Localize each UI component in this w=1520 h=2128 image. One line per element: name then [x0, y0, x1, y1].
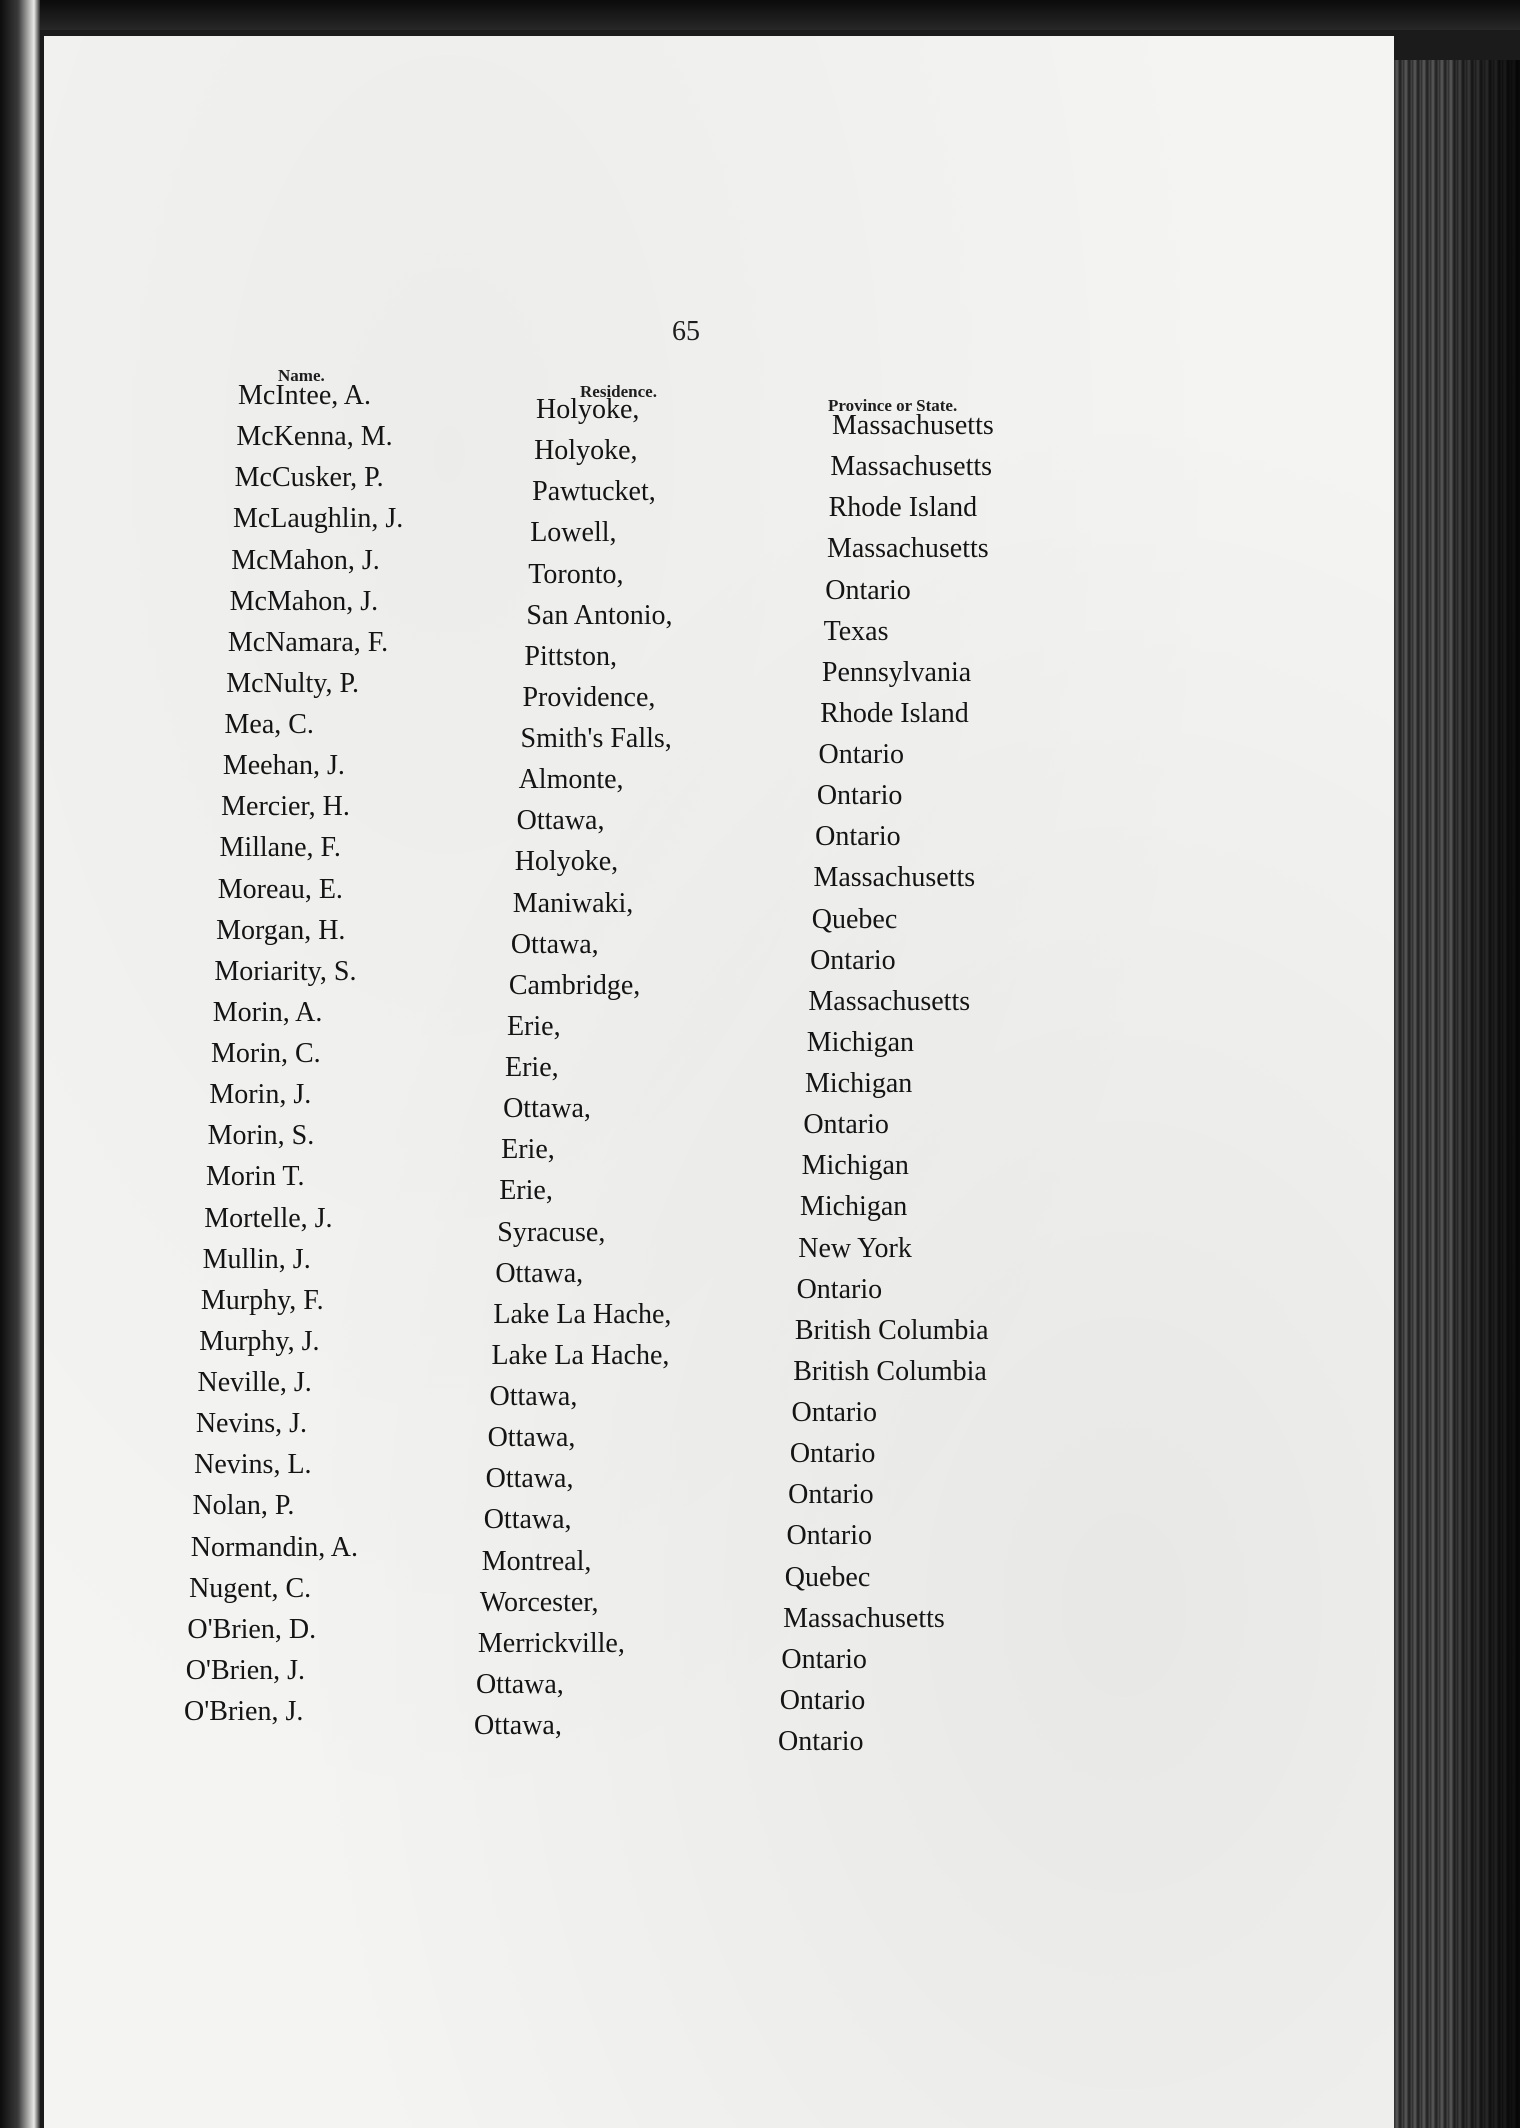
- cell-province: Rhode Island: [820, 697, 969, 729]
- cell-province: New York: [798, 1232, 912, 1264]
- cell-name: Nugent, C.: [189, 1572, 312, 1604]
- cell-name: Nevins, L.: [194, 1449, 312, 1481]
- cell-residence: Montreal,: [481, 1545, 592, 1577]
- cell-province: Ontario: [818, 739, 905, 770]
- cell-province: Massachusetts: [808, 985, 971, 1017]
- cell-residence: Erie,: [501, 1134, 555, 1166]
- cell-province: Ontario: [816, 780, 903, 812]
- cell-residence: Syracuse,: [497, 1216, 606, 1248]
- cell-name: McKenna, M.: [236, 421, 393, 453]
- cell-name: McLaughlin, J.: [232, 503, 404, 535]
- cell-province: Ontario: [789, 1438, 876, 1470]
- cell-name: McMahon, J.: [229, 585, 379, 617]
- page-number: 65: [672, 316, 700, 347]
- cell-province: Massachusetts: [830, 451, 993, 483]
- cell-residence: Ottawa,: [495, 1257, 584, 1289]
- cell-name: O'Brien, J.: [185, 1654, 306, 1686]
- cell-name: McNulty, P.: [226, 667, 359, 699]
- cell-name: Morin T.: [205, 1161, 305, 1193]
- cell-residence: Lowell,: [530, 517, 617, 549]
- column-header-residence: Residence.: [580, 382, 657, 401]
- cell-residence: Ottawa,: [483, 1504, 572, 1536]
- cell-name: Morgan, H.: [216, 914, 346, 946]
- cell-name: O'Brien, J.: [184, 1696, 304, 1727]
- book-fore-edge: [1394, 60, 1520, 2128]
- cell-residence: Cambridge,: [508, 969, 641, 1001]
- cell-residence: Providence,: [522, 681, 656, 713]
- cell-name: Mea, C.: [224, 709, 314, 740]
- cell-name: Millane, F.: [219, 832, 341, 864]
- scan-top-edge: [0, 0, 1520, 30]
- cell-province: Texas: [823, 615, 889, 647]
- cell-province: Michigan: [801, 1150, 909, 1182]
- cell-province: Ontario: [815, 821, 901, 853]
- cell-name: Mercier, H.: [221, 791, 350, 823]
- cell-residence: Pawtucket,: [532, 476, 656, 508]
- cell-name: Murphy, F.: [200, 1284, 324, 1316]
- cell-residence: Erie,: [499, 1175, 553, 1207]
- cell-name: Mortelle, J.: [204, 1202, 333, 1234]
- cell-province: Michigan: [799, 1191, 908, 1223]
- cell-residence: Holyoke,: [536, 394, 640, 425]
- cell-province: Quebec: [784, 1561, 871, 1593]
- cell-residence: Ottawa,: [489, 1381, 578, 1412]
- cell-province: Ontario: [779, 1684, 866, 1716]
- cell-residence: Worcester,: [479, 1586, 599, 1618]
- cell-province: Ontario: [796, 1273, 883, 1305]
- cell-province: Michigan: [805, 1068, 913, 1099]
- cell-name: Murphy, J.: [199, 1325, 320, 1357]
- cell-province: Ontario: [803, 1109, 889, 1141]
- cell-residence: Lake La Hache,: [491, 1339, 670, 1371]
- cell-province: Massachusetts: [832, 410, 994, 441]
- cell-residence: Ottawa,: [475, 1668, 564, 1700]
- cell-province: British Columbia: [794, 1314, 989, 1346]
- cell-name: McMahon, J.: [231, 544, 380, 576]
- cell-province: Massachusetts: [813, 862, 976, 894]
- cell-residence: Holyoke,: [514, 846, 619, 878]
- cell-name: Morin, S.: [207, 1120, 315, 1152]
- cell-name: Nolan, P.: [192, 1490, 295, 1522]
- column-header-province: Province or State.: [828, 396, 958, 415]
- cell-residence: Almonte,: [518, 764, 624, 796]
- cell-name: McCusker, P.: [234, 462, 384, 494]
- scan-left-edge: [0, 0, 40, 2128]
- cell-province: Ontario: [786, 1520, 872, 1552]
- cell-province: Rhode Island: [828, 492, 978, 524]
- cell-province: British Columbia: [793, 1355, 987, 1387]
- cell-residence: Ottawa,: [516, 805, 605, 837]
- cell-name: Mullin, J.: [202, 1243, 311, 1275]
- cell-residence: San Antonio,: [526, 599, 673, 631]
- cell-name: Nevins, J.: [195, 1408, 308, 1440]
- cell-name: Morin, J.: [209, 1079, 312, 1111]
- cell-province: Ontario: [810, 944, 896, 976]
- cell-name: Neville, J.: [197, 1367, 312, 1398]
- column-header-name: Name.: [278, 366, 325, 385]
- cell-residence: Toronto,: [528, 558, 624, 590]
- cell-province: Ontario: [778, 1726, 864, 1757]
- cell-name: Normandin, A.: [190, 1531, 358, 1563]
- cell-province: Quebec: [811, 903, 898, 935]
- cell-name: Morin, C.: [211, 1038, 321, 1069]
- cell-name: Meehan, J.: [222, 750, 345, 782]
- cell-residence: Lake La Hache,: [493, 1298, 672, 1330]
- cell-residence: Smith's Falls,: [520, 723, 672, 754]
- cell-name: O'Brien, D.: [187, 1613, 317, 1645]
- cell-residence: Ottawa,: [503, 1093, 591, 1125]
- cell-province: Ontario: [791, 1397, 878, 1428]
- cell-residence: Ottawa,: [510, 928, 599, 960]
- cell-residence: Ottawa,: [474, 1710, 562, 1741]
- cell-province: Pennsylvania: [821, 656, 972, 688]
- cell-province: Ontario: [781, 1643, 867, 1675]
- cell-residence: Holyoke,: [534, 435, 638, 467]
- cell-name: Moriarity, S.: [214, 955, 357, 987]
- cell-name: McNamara, F.: [227, 626, 389, 658]
- cell-residence: Pittston,: [524, 640, 617, 672]
- cell-residence: Maniwaki,: [512, 887, 634, 919]
- cell-name: Moreau, E.: [217, 873, 343, 905]
- cell-province: Ontario: [788, 1479, 874, 1511]
- cell-province: Ontario: [825, 574, 911, 606]
- cell-residence: Erie,: [505, 1052, 559, 1083]
- cell-name: McIntee, A.: [238, 380, 371, 411]
- cell-province: Massachusetts: [826, 533, 989, 565]
- cell-residence: Ottawa,: [487, 1422, 576, 1454]
- cell-province: Massachusetts: [783, 1602, 945, 1634]
- cell-name: Morin, A.: [212, 996, 323, 1028]
- cell-residence: Ottawa,: [485, 1463, 574, 1495]
- cell-residence: Merrickville,: [477, 1627, 625, 1659]
- cell-residence: Erie,: [506, 1010, 561, 1042]
- cell-province: Michigan: [806, 1026, 914, 1058]
